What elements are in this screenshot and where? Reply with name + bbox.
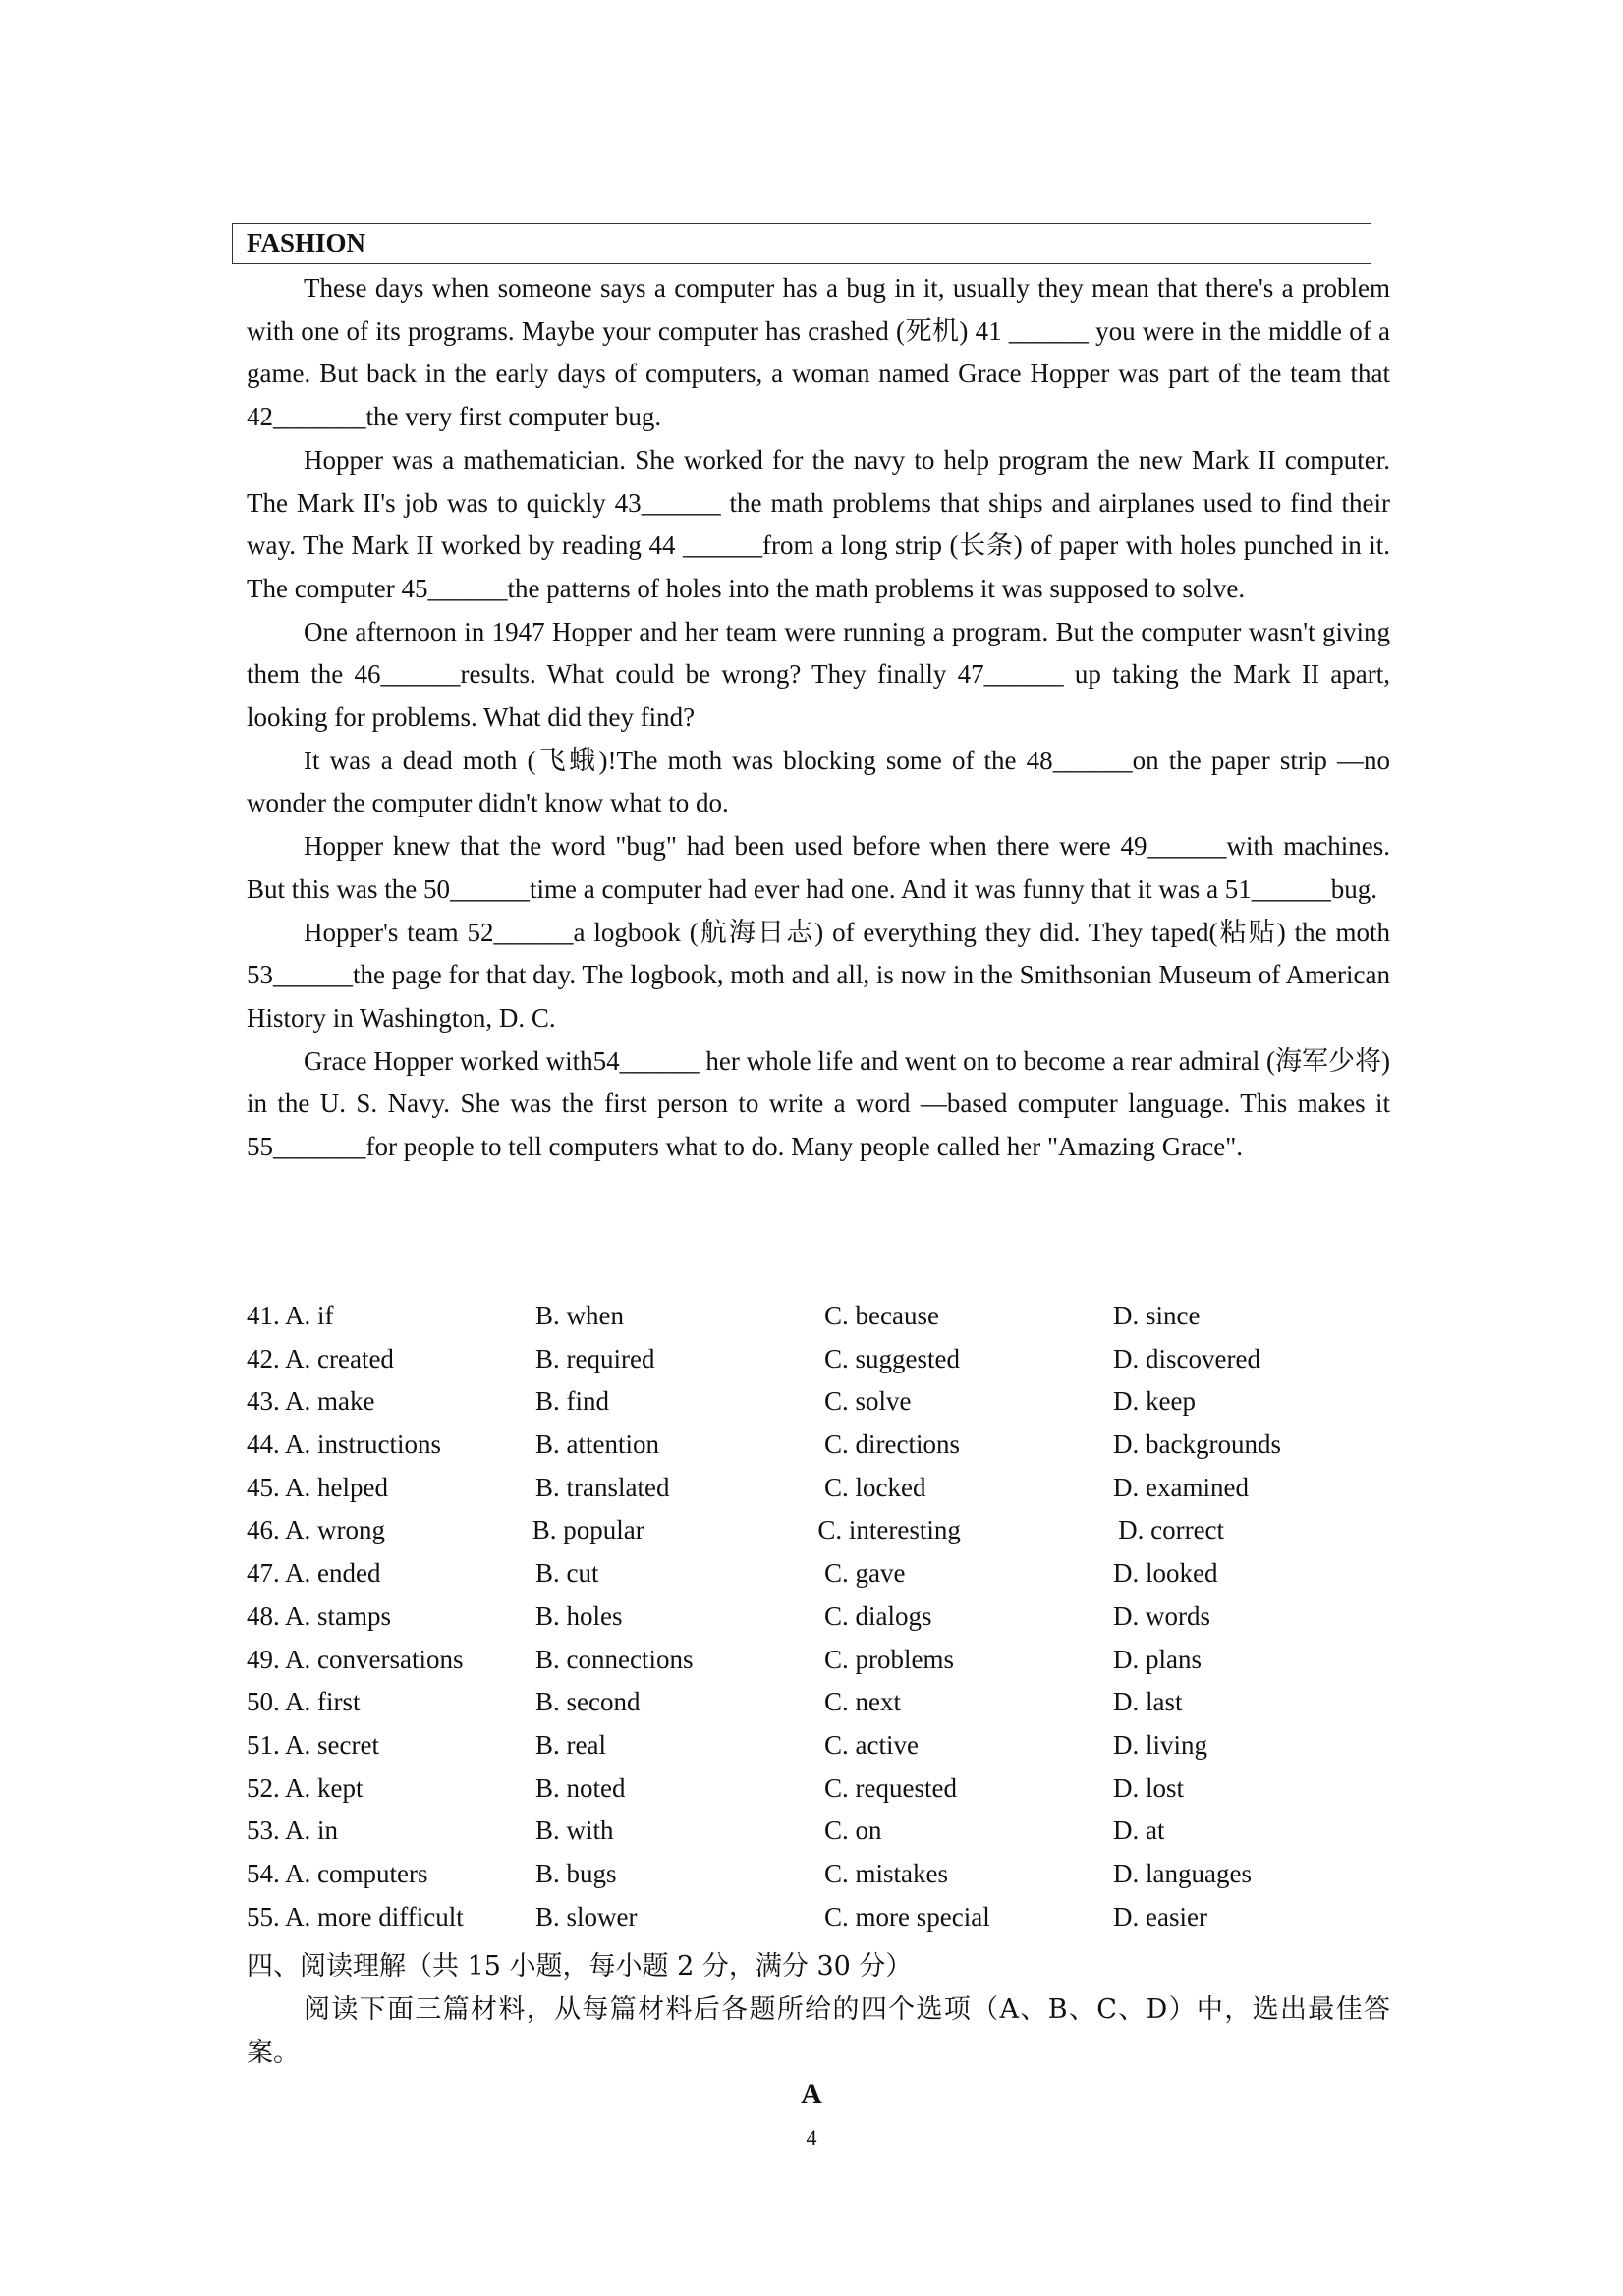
option-row xyxy=(247,1853,1390,1896)
option-b: B. required xyxy=(535,1343,655,1373)
option-b: B. bugs xyxy=(535,1858,617,1888)
option-a: 42. A. created xyxy=(247,1343,394,1373)
option-b: B. noted xyxy=(535,1772,626,1803)
option-b: B. when xyxy=(535,1301,624,1330)
option-a: 45. A. helped xyxy=(247,1472,388,1502)
option-b: B. attention xyxy=(535,1429,659,1460)
option-a: 47. A. ended xyxy=(247,1558,381,1589)
option-c: C. because xyxy=(824,1301,939,1330)
option-row xyxy=(247,1810,1390,1853)
option-b: B. popular xyxy=(532,1515,644,1545)
option-c: C. locked xyxy=(824,1472,926,1502)
option-row xyxy=(247,1767,1390,1811)
option-d: D. looked xyxy=(1113,1558,1218,1589)
option-d: D. since xyxy=(1113,1301,1201,1330)
option-a: 41. A. if xyxy=(247,1301,334,1330)
option-row xyxy=(247,1639,1390,1682)
option-a: 50. A. first xyxy=(247,1687,361,1717)
option-c: C. gave xyxy=(824,1558,906,1589)
option-b: B. with xyxy=(535,1816,614,1846)
option-d: D. plans xyxy=(1113,1644,1202,1674)
option-row xyxy=(247,1724,1390,1767)
answer-options xyxy=(247,1295,1390,1938)
option-d: D. last xyxy=(1113,1687,1183,1717)
option-a: 55. A. more difficult xyxy=(247,1901,464,1932)
option-d: D. discovered xyxy=(1113,1343,1260,1373)
paragraph: It was a dead moth (飞蛾)!The moth was blocking some of the 48______on the paper strip —no wonder the computer didn't know what to do. xyxy=(247,745,1390,818)
option-c: C. more special xyxy=(824,1901,990,1932)
option-c: C. on xyxy=(824,1816,882,1846)
paragraph: These days when someone says a computer has a bug in it, usually they mean that there's a problem with one of its programs. Maybe your computer has crashed (死机) 41 ______ you were in the middle of a game. But back in the early days of computers, a woman named Grace Hopper was part of the team that 42_______the very first computer bug. xyxy=(247,273,1390,432)
option-c: C. suggested xyxy=(824,1343,960,1373)
option-a: 52. A. kept xyxy=(247,1772,364,1803)
option-row xyxy=(247,1896,1390,1939)
option-a: 43. A. make xyxy=(247,1386,375,1417)
paragraph: Hopper was a mathematician. She worked for the navy to help program the new Mark II computer. The Mark II's job was to quickly 43______ the math problems that ships and airplanes used to find their way. The Mark II worked by reading 44 ______from a long strip (长条) of paper with holes punched in it. The computer 45______the patterns of holes into the math problems it was supposed to solve. xyxy=(247,444,1390,603)
option-b: B. connections xyxy=(535,1644,694,1674)
option-d: D. examined xyxy=(1113,1472,1249,1502)
option-c: C. next xyxy=(824,1687,901,1717)
option-d: D. words xyxy=(1113,1600,1210,1631)
option-a: 46. A. wrong xyxy=(247,1515,385,1545)
option-a: 44. A. instructions xyxy=(247,1429,442,1460)
option-d: D. lost xyxy=(1113,1772,1185,1803)
section-title: FASHION xyxy=(247,228,366,257)
option-d: D. languages xyxy=(1113,1858,1252,1888)
option-d: D. easier xyxy=(1113,1901,1207,1932)
option-b: B. find xyxy=(535,1386,610,1417)
option-b: B. slower xyxy=(535,1901,638,1932)
option-a: 53. A. in xyxy=(247,1816,339,1846)
option-c: C. interesting xyxy=(817,1515,961,1545)
paragraph: Hopper knew that the word "bug" had been used before when there were 49______with machines. But this was the 50______time a computer had ever had one. And it was funny that it was a 51______bug. xyxy=(247,831,1390,904)
section-title-box xyxy=(232,223,1371,264)
cloze-passage xyxy=(247,267,1390,1169)
option-row xyxy=(247,1509,1390,1552)
option-row xyxy=(247,1338,1390,1381)
option-a: 51. A. secret xyxy=(247,1729,379,1760)
paragraph: Hopper's team 52______a logbook (航海日志) of everything they did. They taped(粘贴) the moth 53______the page for that day. The logbook, moth and all, is now in the Smithsonian Museum of American History in Washington, D. C. xyxy=(247,917,1390,1033)
option-a: 48. A. stamps xyxy=(247,1600,392,1631)
option-row xyxy=(247,1380,1390,1424)
option-row xyxy=(247,1424,1390,1467)
option-b: B. translated xyxy=(535,1472,670,1502)
option-d: D. keep xyxy=(1113,1386,1196,1417)
option-b: B. real xyxy=(535,1729,606,1760)
option-b: B. cut xyxy=(535,1558,599,1589)
option-c: C. solve xyxy=(824,1386,912,1417)
option-row xyxy=(247,1596,1390,1639)
option-d: D. living xyxy=(1113,1729,1208,1760)
option-c: C. active xyxy=(824,1729,919,1760)
option-row xyxy=(247,1467,1390,1510)
paragraph: Grace Hopper worked with54______ her whole life and went on to become a rear admiral (海军少将) in the U. S. Navy. She was the first person to write a word —based computer language. This makes it 55_______for people to tell computers what to do. Many people called her "Amazing Grace". xyxy=(247,1045,1390,1162)
option-row xyxy=(247,1295,1390,1338)
option-d: D. at xyxy=(1113,1816,1165,1846)
option-c: C. dialogs xyxy=(824,1600,932,1631)
option-c: C. requested xyxy=(824,1772,957,1803)
option-c: C. directions xyxy=(824,1429,960,1460)
option-c: C. problems xyxy=(824,1644,954,1674)
page-number: 4 xyxy=(806,2125,817,2150)
option-row xyxy=(247,1552,1390,1596)
option-a: 49. A. conversations xyxy=(247,1644,464,1674)
option-row xyxy=(247,1681,1390,1724)
option-a: 54. A. computers xyxy=(247,1858,428,1888)
reading-section-heading: 四、阅读理解（共 15 小题，每小题 2 分，满分 30 分） xyxy=(247,1951,913,1982)
option-c: C. mistakes xyxy=(824,1858,948,1888)
part-letter: A xyxy=(801,2078,822,2110)
option-b: B. holes xyxy=(535,1600,623,1631)
option-d: D. backgrounds xyxy=(1113,1429,1281,1460)
paragraph: One afternoon in 1947 Hopper and her team were running a program. But the computer wasn't giving them the 46______results. What could be wrong? They finally 47______ up taking the Mark II apart, looking for problems. What did they find? xyxy=(247,616,1390,733)
option-b: B. second xyxy=(535,1687,641,1717)
reading-instruction: 阅读下面三篇材料，从每篇材料后各题所给的四个选项（A、B、C、D）中，选出最佳答案。 xyxy=(247,1994,1390,2068)
option-d: D. correct xyxy=(1118,1515,1225,1545)
